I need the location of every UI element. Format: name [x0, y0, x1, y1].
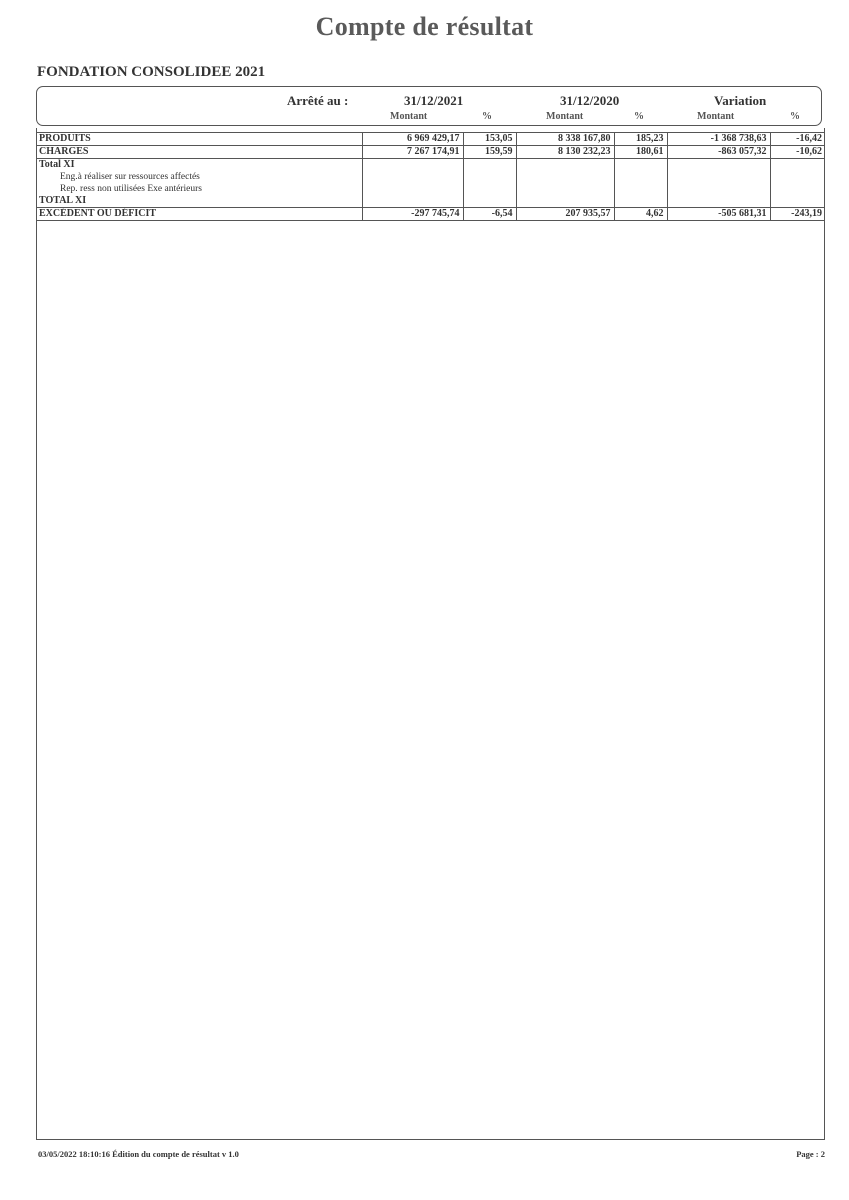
pct-variation: -16,42	[770, 133, 825, 146]
row-label: EXCÉDENT OU DÉFICIT	[36, 208, 362, 221]
table-row-reprises	[36, 183, 825, 195]
table-frame	[36, 128, 825, 1140]
pct-2020-header: %	[634, 111, 644, 122]
montant-2020: 207 935,57	[516, 208, 614, 221]
table-row-charges	[36, 146, 825, 159]
row-label: Total XI	[39, 159, 75, 170]
pct-2020: 4,62	[614, 208, 667, 221]
pct-2020: 185,23	[614, 133, 667, 146]
table-row-produits	[36, 133, 825, 146]
page-title: Compte de résultat	[315, 12, 534, 41]
pct-2021-header: %	[482, 111, 492, 122]
footer-print-info: 03/05/2022 18:10:16 Édition du compte de résultat v 1.0	[38, 1149, 239, 1159]
montant-2021: 7 267 174,91	[362, 146, 463, 159]
montant-2020: 8 338 167,80	[516, 133, 614, 146]
montant-variation: -1 368 738,63	[667, 133, 770, 146]
organization-name: FONDATION CONSOLIDEE 2021	[37, 64, 266, 80]
results-table	[36, 132, 825, 221]
pct-variation: -10,62	[770, 146, 825, 159]
pct-variation: -243,19	[770, 208, 825, 221]
pct-2021: 153,05	[463, 133, 516, 146]
row-label: TOTAL XI	[39, 195, 87, 206]
montant-variation-header: Montant	[697, 111, 735, 122]
arrete-label: Arrêté au :	[287, 93, 349, 108]
montant-variation: -505 681,31	[667, 208, 770, 221]
table-row-total-xi-bis	[36, 195, 825, 208]
variation-header: Variation	[714, 93, 767, 108]
pct-2021: -6,54	[463, 208, 516, 221]
montant-2021-header: Montant	[390, 111, 428, 122]
table-row-engagements	[36, 171, 825, 183]
row-label: Eng.à réaliser sur ressources affectés	[60, 172, 200, 182]
pct-2021: 159,59	[463, 146, 516, 159]
montant-2020: 8 130 232,23	[516, 146, 614, 159]
table-row-excedent	[36, 208, 825, 221]
page-number: Page : 2	[796, 1149, 825, 1159]
montant-2020-header: Montant	[546, 111, 584, 122]
period-2021-header: 31/12/2021	[404, 93, 464, 108]
montant-variation: -863 057,32	[667, 146, 770, 159]
period-2020-header: 31/12/2020	[560, 93, 620, 108]
table-row-total-xi	[36, 159, 825, 172]
row-label: PRODUITS	[36, 133, 362, 146]
pct-variation-header: %	[790, 111, 800, 122]
montant-2021: -297 745,74	[362, 208, 463, 221]
row-label: Rep. ress non utilisées Exe antérieurs	[60, 184, 202, 194]
pct-2020: 180,61	[614, 146, 667, 159]
row-label: CHARGES	[36, 146, 362, 159]
montant-2021: 6 969 429,17	[362, 133, 463, 146]
